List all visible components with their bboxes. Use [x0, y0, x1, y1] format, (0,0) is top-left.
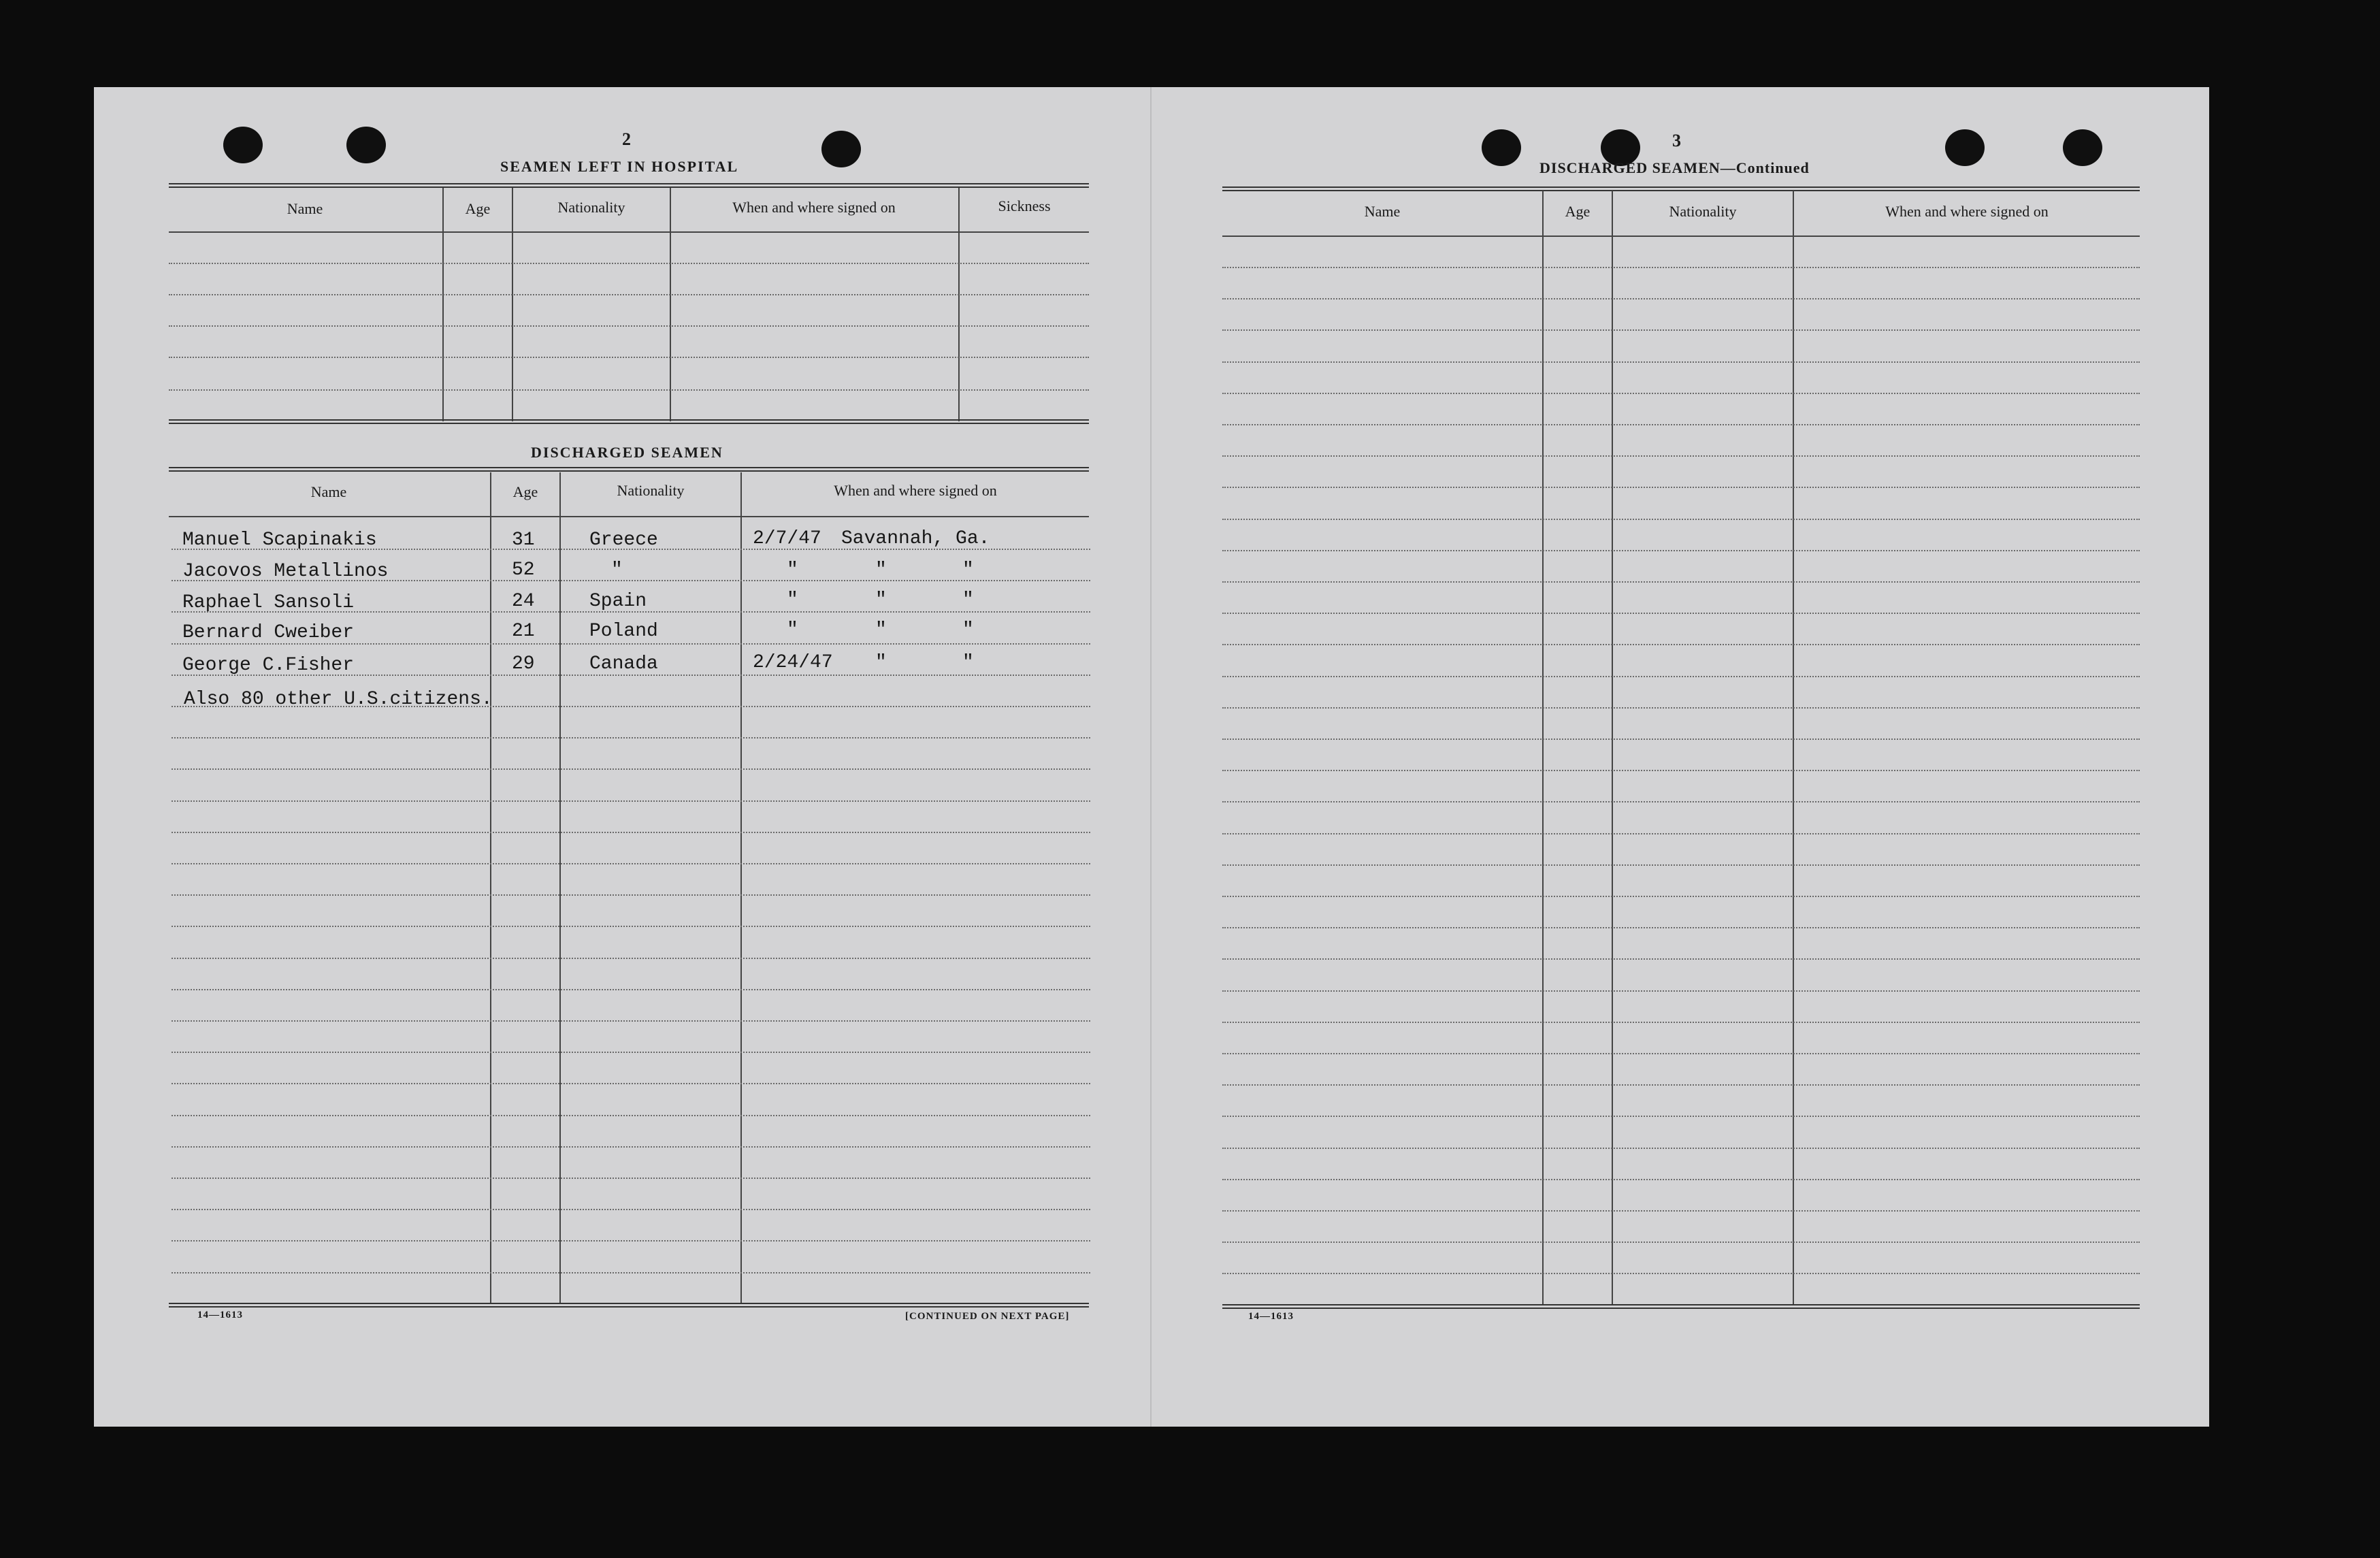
punch-hole [2063, 129, 2102, 166]
ditto-mark: " [962, 559, 974, 581]
table-rule [1222, 1304, 2140, 1309]
row-line [1222, 361, 2140, 363]
row-line [1222, 1022, 2140, 1023]
signed-on-place: " [875, 619, 887, 640]
page-number: 3 [1672, 131, 1681, 150]
row-line [1222, 990, 2140, 992]
signed-on-date: 2/7/47 [753, 528, 821, 549]
signed-on-date: " [787, 589, 798, 611]
column-divider [1612, 191, 1613, 1305]
row-line [1222, 896, 2140, 897]
row-line [1222, 1053, 2140, 1054]
signed-on-date: 2/24/47 [753, 652, 833, 673]
table-rule [169, 419, 1089, 424]
row-line [169, 389, 1089, 391]
seaman-nationality: Greece [589, 530, 658, 551]
table-rule [169, 1303, 1089, 1308]
row-line [172, 1240, 1090, 1241]
row-line [1222, 550, 2140, 551]
column-header-nationality: Nationality [557, 199, 625, 216]
signed-on-place: Savannah, Ga. [841, 528, 990, 549]
row-line [172, 768, 1090, 770]
seaman-name: Jacovos Metallinos [182, 561, 389, 582]
row-line [169, 294, 1089, 295]
row-line [1222, 424, 2140, 425]
seaman-age: 52 [512, 559, 535, 581]
row-line [172, 958, 1090, 959]
header-rule [169, 231, 1089, 233]
form-number: 14—1613 [1248, 1311, 1294, 1322]
column-divider [1542, 191, 1544, 1305]
column-header-signed-on: When and where signed on [834, 482, 997, 499]
column-header-age: Age [1565, 203, 1591, 220]
row-line [1222, 864, 2140, 866]
row-line [172, 1272, 1090, 1273]
column-header-age: Age [512, 483, 538, 500]
punch-hole [1945, 129, 1985, 166]
column-divider [490, 472, 491, 1304]
row-line [1222, 676, 2140, 677]
signed-on-place: " [875, 559, 887, 581]
column-divider [442, 188, 444, 421]
signed-on-place: " [875, 589, 887, 611]
seaman-name: Bernard Cweiber [182, 622, 355, 643]
row-line [172, 926, 1090, 927]
header-rule [169, 516, 1089, 517]
seaman-nationality: Canada [589, 653, 658, 675]
row-line [172, 800, 1090, 802]
form-number: 14—1613 [197, 1310, 243, 1320]
page-fold [1150, 87, 1152, 1427]
column-header-nationality: Nationality [617, 482, 685, 499]
table-rule [169, 467, 1089, 472]
seaman-nationality: " [611, 559, 623, 581]
ditto-mark: " [962, 619, 974, 640]
row-line [172, 894, 1090, 896]
row-line [1222, 958, 2140, 960]
ditto-mark: " [962, 589, 974, 611]
additional-crew-note: Also 80 other U.S.citizens. [184, 689, 493, 710]
ditto-mark: " [962, 652, 974, 673]
punch-hole [821, 131, 861, 167]
seaman-name: Raphael Sansoli [182, 592, 355, 613]
seaman-age: 24 [512, 591, 535, 612]
row-line [1222, 1179, 2140, 1180]
row-line [1222, 487, 2140, 488]
punch-hole [1482, 129, 1521, 166]
column-divider [740, 472, 742, 1304]
column-header-signed-on: When and where signed on [732, 199, 896, 216]
column-header-name: Name [1364, 203, 1401, 220]
seaman-name: George C.Fisher [182, 655, 355, 676]
row-line [1222, 927, 2140, 928]
row-line [1222, 267, 2140, 268]
row-line [172, 1020, 1090, 1022]
row-line [1222, 1273, 2140, 1274]
seaman-age: 31 [512, 530, 535, 551]
header-rule [1222, 236, 2140, 237]
seaman-name: Manuel Scapinakis [182, 530, 377, 551]
table-rule [1222, 186, 2140, 191]
row-line [1222, 801, 2140, 802]
table-rule [169, 183, 1089, 188]
discharged-section-title: DISCHARGED SEAMEN [531, 444, 723, 461]
column-divider [512, 188, 513, 421]
seaman-nationality: Poland [589, 621, 658, 642]
row-line [1222, 1148, 2140, 1149]
row-line [172, 832, 1090, 833]
document-page [94, 87, 2209, 1427]
row-line [1222, 393, 2140, 394]
row-line [172, 1115, 1090, 1116]
row-line [169, 357, 1089, 358]
hospital-section-title: SEAMEN LEFT IN HOSPITAL [500, 158, 739, 175]
column-divider [559, 472, 561, 1304]
row-line [1222, 1210, 2140, 1212]
row-line [172, 989, 1090, 990]
row-line [172, 863, 1090, 864]
signed-on-date: " [787, 559, 798, 581]
row-line [1222, 707, 2140, 709]
page-number: 2 [622, 129, 631, 149]
row-line [1222, 770, 2140, 771]
punch-hole [346, 127, 386, 163]
row-line [1222, 1116, 2140, 1117]
row-line [172, 1146, 1090, 1148]
row-line [169, 325, 1089, 327]
row-line [1222, 1241, 2140, 1243]
column-header-nationality: Nationality [1669, 203, 1737, 220]
column-divider [958, 188, 960, 421]
column-header-sickness: Sickness [998, 197, 1051, 214]
punch-hole [223, 127, 263, 163]
row-line [172, 1178, 1090, 1179]
column-divider [1793, 191, 1794, 1305]
column-header-name: Name [287, 200, 323, 217]
column-header-name: Name [310, 483, 347, 500]
row-line [1222, 833, 2140, 834]
signed-on-date: " [787, 619, 798, 640]
row-line [172, 737, 1090, 739]
continued-note: [CONTINUED ON NEXT PAGE] [905, 1311, 1070, 1322]
row-line [1222, 298, 2140, 299]
row-line [1222, 739, 2140, 740]
row-line [1222, 455, 2140, 457]
signed-on-place: " [875, 652, 887, 673]
row-line [1222, 613, 2140, 614]
column-header-age: Age [465, 200, 491, 217]
seaman-nationality: Spain [589, 591, 647, 612]
row-line [169, 263, 1089, 264]
row-line [1222, 329, 2140, 331]
discharged-continued-title: DISCHARGED SEAMEN—Continued [1539, 159, 1810, 176]
row-line [1222, 1084, 2140, 1086]
seaman-age: 21 [512, 621, 535, 642]
row-line [1222, 581, 2140, 583]
row-line [1222, 644, 2140, 645]
column-header-signed-on: When and where signed on [1885, 203, 2049, 220]
column-divider [670, 188, 671, 421]
row-line [1222, 519, 2140, 520]
row-line [172, 1083, 1090, 1084]
seaman-age: 29 [512, 653, 535, 675]
row-line [172, 1209, 1090, 1210]
row-line [172, 1052, 1090, 1053]
